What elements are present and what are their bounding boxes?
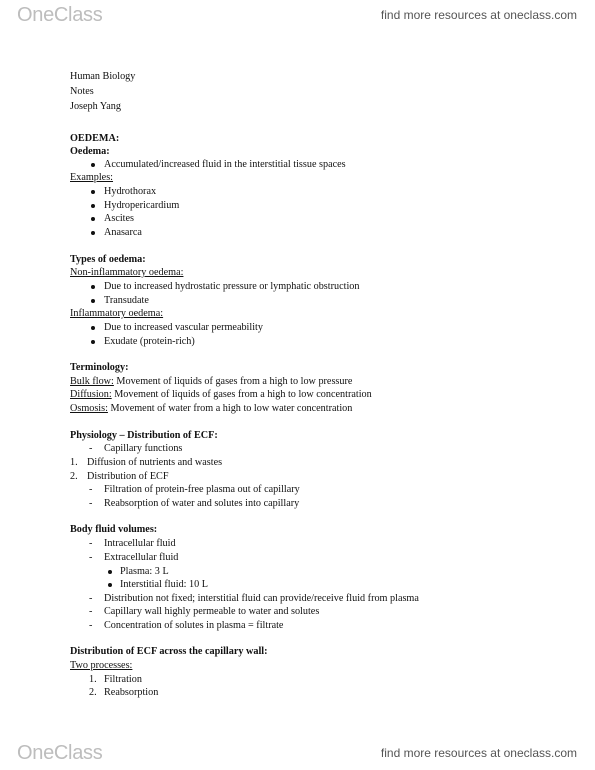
bullet-icon: [108, 570, 112, 574]
dash-icon: -: [89, 538, 93, 549]
volume-subitem: Plasma: 3 L: [120, 566, 169, 577]
list-number: 2.: [89, 687, 97, 698]
dash-icon: -: [89, 606, 93, 617]
logo-text: OneClass: [17, 4, 103, 26]
noninflammatory-item: Due to increased hydrostatic pressure or lymphatic obstruction: [104, 281, 360, 292]
examples-label: Examples:: [70, 172, 114, 183]
bullet-icon: [91, 340, 95, 344]
process-item: Reabsorption: [104, 687, 159, 698]
bullet-icon: [91, 285, 95, 289]
bullet-icon: [91, 231, 95, 235]
inflammatory-label: Inflammatory oedema:: [70, 308, 164, 319]
term-label: Osmosis:: [70, 403, 108, 414]
term-osmosis: [70, 403, 352, 415]
dash-icon: -: [89, 552, 93, 563]
volume-note: Concentration of solutes in plasma = filtrate: [104, 620, 284, 631]
volume-item: Extracellular fluid: [104, 552, 179, 563]
dash-icon: -: [89, 498, 93, 509]
oneclass-logo[interactable]: [17, 743, 102, 763]
bullet-icon: [91, 299, 95, 303]
section-title-types: Types of oedema:: [70, 254, 146, 265]
section-title-oedema: OEDEMA:: [70, 133, 120, 144]
term-label: Bulk flow:: [70, 376, 114, 387]
inflammatory-item: Exudate (protein-rich): [104, 336, 195, 347]
processes-label: Two processes:: [70, 660, 133, 671]
term-label: Diffusion:: [70, 389, 112, 400]
ecf-process: Reabsorption of water and solutes into capillary: [104, 498, 300, 509]
resources-link[interactable]: find more resources at oneclass.com: [380, 8, 577, 22]
noninflammatory-label: Non-inflammatory oedema:: [70, 267, 184, 278]
list-number: 2.: [70, 471, 78, 482]
page-header: [0, 0, 595, 30]
section-title-physiology: Physiology – Distribution of ECF:: [70, 430, 218, 441]
example-item: Hydrothorax: [104, 186, 157, 197]
example-item: Anasarca: [104, 227, 142, 238]
term-definition: Movement of liquids of gases from a high to low concentration: [111, 389, 372, 400]
volume-subitem: Interstitial fluid: 10 L: [120, 579, 208, 590]
volume-item: Intracellular fluid: [104, 538, 176, 549]
bullet-icon: [91, 217, 95, 221]
term-definition: Movement of water from a high to low water concentration: [107, 403, 353, 414]
oneclass-logo[interactable]: [17, 5, 102, 25]
capillary-functions: Capillary functions: [104, 443, 183, 454]
bullet-icon: [91, 326, 95, 330]
author-name: Joseph Yang: [70, 101, 121, 112]
list-number: 1.: [70, 457, 78, 468]
function-item: Diffusion of nutrients and wastes: [87, 457, 223, 468]
logo-text: OneClass: [17, 742, 103, 764]
term-definition: Movement of liquids of gases from a high to low pressure: [113, 376, 353, 387]
function-item: Distribution of ECF: [87, 471, 169, 482]
bullet-icon: [91, 204, 95, 208]
inflammatory-item: Due to increased vascular permeability: [104, 322, 263, 333]
dash-icon: -: [89, 484, 93, 495]
oedema-definition: Accumulated/increased fluid in the interstitial tissue spaces: [104, 159, 346, 170]
bullet-icon: [91, 163, 95, 167]
subheading-oedema: Oedema:: [70, 146, 110, 157]
section-title-terminology: Terminology:: [70, 362, 129, 373]
dash-icon: -: [89, 620, 93, 631]
section-title-distribution: Distribution of ECF across the capillary wall:: [70, 646, 268, 657]
section-title-volumes: Body fluid volumes:: [70, 524, 158, 535]
ecf-process: Filtration of protein-free plasma out of capillary: [104, 484, 300, 495]
doc-type: Notes: [70, 86, 94, 97]
course-name: Human Biology: [70, 71, 136, 82]
volume-note: Capillary wall highly permeable to water and solutes: [104, 606, 320, 617]
term-diffusion: [70, 389, 372, 401]
dash-icon: -: [89, 443, 93, 454]
noninflammatory-item: Transudate: [104, 295, 149, 306]
example-item: Ascites: [104, 213, 134, 224]
example-item: Hydropericardium: [104, 200, 180, 211]
bullet-icon: [108, 583, 112, 587]
bullet-icon: [91, 190, 95, 194]
term-bulk-flow: [70, 376, 352, 388]
page-footer: [0, 738, 595, 768]
list-number: 1.: [89, 674, 97, 685]
process-item: Filtration: [104, 674, 142, 685]
resources-link[interactable]: find more resources at oneclass.com: [380, 746, 577, 760]
dash-icon: -: [89, 593, 93, 604]
volume-note: Distribution not fixed; interstitial fluid can provide/receive fluid from plasma: [104, 593, 419, 604]
